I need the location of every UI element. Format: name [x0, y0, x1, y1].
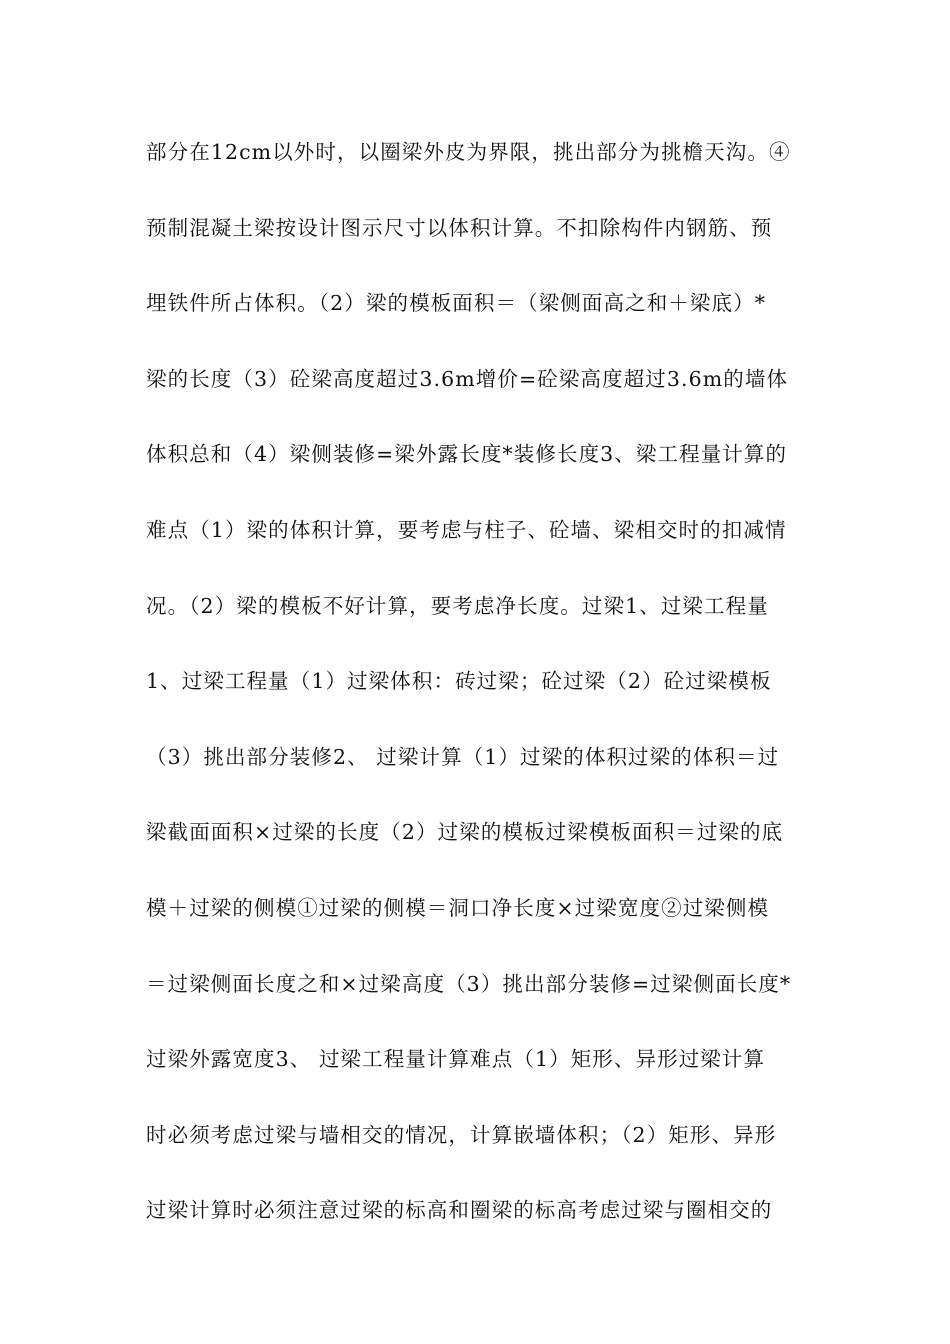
- text-line: 部分在12cm以外时，以圈梁外皮为界限，挑出部分为挑檐天沟。④: [146, 140, 791, 164]
- text-line: 埋铁件所占体积。（2）梁的模板面积＝（梁侧面高之和＋梁底）*: [146, 291, 767, 316]
- text-line: 1、过梁工程量（1）过梁体积：砖过梁；砼过梁（2）砼过梁模板: [146, 669, 772, 694]
- text-line: 梁的长度（3）砼梁高度超过3.6m增价=砼梁高度超过3.6m的墙体: [146, 366, 789, 391]
- text-line: 体积总和（4）梁侧装修=梁外露长度*装修长度3、梁工程量计算的: [146, 442, 788, 467]
- text-line: 难点（1）梁的体积计算，要考虑与柱子、砼墙、梁相交时的扣减情: [146, 517, 787, 542]
- text-line: 预制混凝土梁按设计图示尺寸以体积计算。不扣除构件内钢筋、预: [146, 215, 773, 240]
- text-line: 过梁外露宽度3、 过梁工程量计算难点（1）矩形、异形过梁计算: [146, 1047, 766, 1072]
- body-text: [146, 134, 808, 1268]
- text-line: ＝过梁侧面长度之和×过梁高度（3）挑出部分装修=过梁侧面长度*: [146, 971, 792, 996]
- text-line: （3）挑出部分装修2、 过梁计算（1）过梁的体积过梁的体积＝过: [146, 744, 780, 769]
- text-line: 时必须考虑过梁与墙相交的情况，计算嵌墙体积；（2）矩形、异形: [146, 1122, 777, 1147]
- text-line: 况。（2）梁的模板不好计算，要考虑净长度。过梁1、过梁工程量: [146, 593, 769, 618]
- text-line: 模＋过梁的侧模①过梁的侧模＝洞口净长度×过梁宽度②过梁侧模: [146, 895, 770, 920]
- text-line: 梁截面面积×过梁的长度（2）过梁的模板过梁模板面积＝过梁的底: [146, 820, 784, 845]
- text-line: 过梁计算时必须注意过梁的标高和圈梁的标高考虑过梁与圈相交的: [146, 1198, 773, 1223]
